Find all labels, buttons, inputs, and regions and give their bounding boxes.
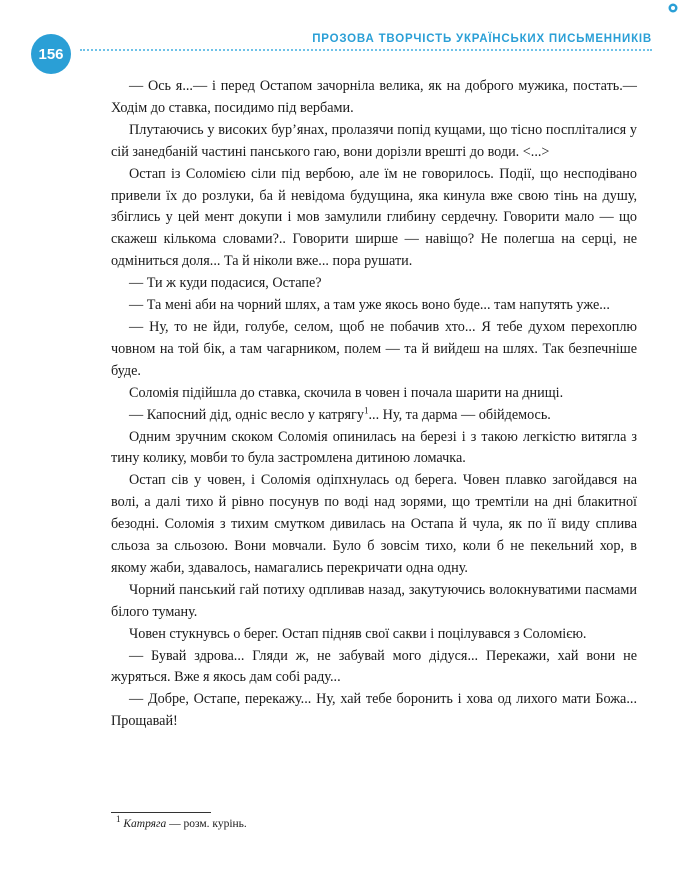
paragraph-text-tail: ... Ну, та дарма — обійдемось. — [368, 406, 551, 423]
footnote-term: Катряга — [123, 818, 167, 830]
paragraph: — Бувай здрова... Гляди ж, не забувай мого дідуся... Перекажи, хай вони не журяться. Вже я якось дам собі раду... — [111, 647, 637, 686]
page-number: 156 — [38, 45, 64, 63]
page-header — [0, 0, 700, 80]
publisher-logo-icon — [668, 3, 678, 13]
paragraph: — Ось я...— і перед Остапом зачорніла велика, як на доброго мужика, постать.— Ходім до ставка, посидимо під вербами. — [111, 78, 637, 116]
footnote-definition: — розм. курінь. — [166, 818, 247, 830]
paragraph: Чорний панський гай потиху одпливав назад, закутуючись волокнуватими пасмами білого туману. — [111, 581, 637, 620]
paragraph: Плутаючись у високих бур’янах, пролазячи попід кущами, що тісно поспліталися у сій занедбаній частині панського гаю, вони дорізли врешті до води. <...> — [111, 121, 637, 160]
paragraph: — Ну, то не йди, голубе, селом, щоб не побачив хто... Я тебе духом перехоплю човном на той бік, а там чагарником, полем — та й вийдеш на шлях. Так безпечніше буде. — [111, 318, 637, 379]
running-title: ПРОЗОВА ТВОРЧІСТЬ УКРАЇНСЬКИХ ПИСЬМЕННИКІВ — [306, 33, 652, 45]
footnote — [116, 814, 247, 832]
header-dotted-rule — [80, 49, 652, 51]
footnote-reference[interactable]: 1 — [363, 404, 369, 415]
paragraph-with-footnote — [111, 405, 637, 427]
paragraph: Остап із Соломією сіли під вербою, але їм не говорилось. Події, що несподівано привели їх до розлуки, ба й невідома будущина, яка кинула вже свою тінь на душу, збіглись у цей мент докупи і мов замулили глибину сердечну. Говорити мало — що скажеш кількома словами?.. Говорити ширше — навіщо? Не полегша на серці, не одміниться доля... Та й ніколи вже... пора рушати. — [111, 165, 637, 270]
publisher-logo — [668, 3, 690, 13]
paragraph: Човен стукнувсь о берег. Остап підняв свої сакви і поцілувався з Соломією. — [129, 625, 587, 642]
paragraph: — Ти ж куди подасися, Остапе? — [129, 275, 322, 292]
paragraph: — Добре, Остапе, перекажу... Ну, хай тебе боронить і хова од лихого мати Божа... Прощавай! — [111, 691, 637, 730]
paragraph: Остап сів у човен, і Соломія одіпхнулась од берега. Човен плавко загойдався на волі, а далі тихо й рівно посунув по воді над зорями, що тремтіли на дні блакитної безодні. Соломія з тихим смутком дивилась на Остапа й чула, як по її виду сплива сльоза за сльозою. Вони мовчали. Було б зовсім тихо, коли б не пекельний хор, в якому жаби, здавалось, намагались перекричати одна одну. — [111, 472, 637, 576]
page-number-badge — [31, 34, 71, 74]
paragraph: Одним зручним скоком Соломія опинилась на березі і з такою легкістю витягла з тину колику, мовби то була застромлена дитиною ломачка. — [111, 428, 637, 467]
footnote-divider — [111, 812, 211, 813]
footnote-marker: 1 — [116, 814, 121, 825]
paragraph-text: — Капосний дід, одніс весло у катрягу — [129, 406, 364, 423]
paragraph: Соломія підійшла до ставка, скочила в човен і почала шарити на днищі. — [129, 384, 564, 401]
body-text — [111, 76, 637, 733]
paragraph: — Та мені аби на чорний шлях, а там уже якось воно буде... там напутять уже... — [129, 297, 610, 314]
